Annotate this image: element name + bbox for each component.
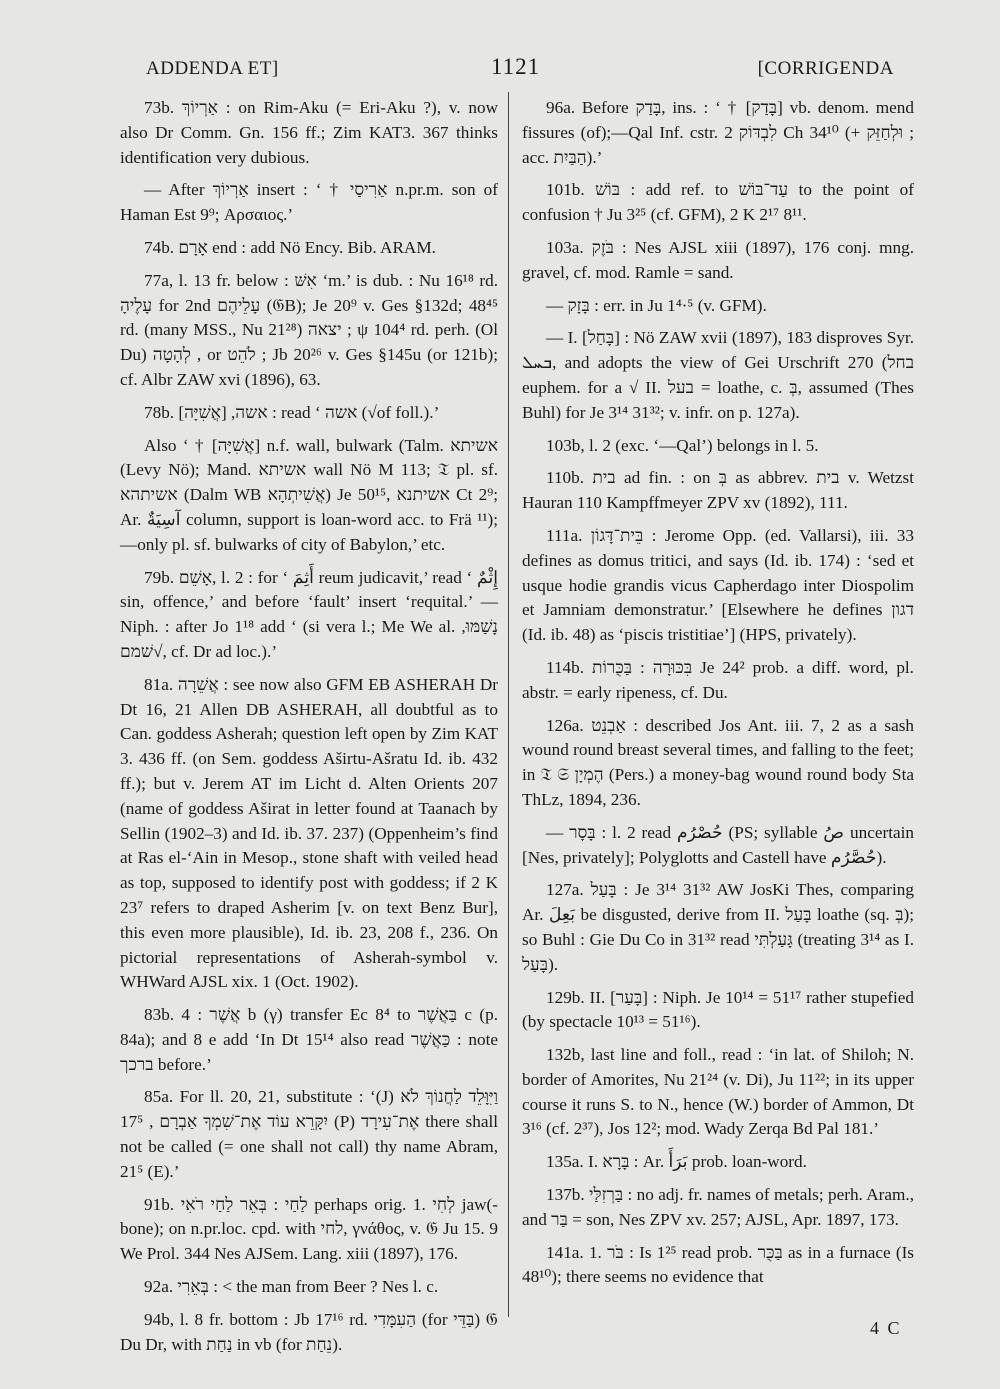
entry-103a-bazaq: — בָּזָק : err. in Ju 1⁴·⁵ (v. GFM). <box>546 295 767 315</box>
signature-mark: 4 C <box>870 1318 902 1338</box>
entry-110b: 110b. בית ad fin. : on בְּ as abbrev. בית v. Wetzst Hauran 110 Kampffmeyer ZPV xv (1892), 111. <box>522 468 914 513</box>
entry-135a: 135a. I. בָּרָא : Ar. بَرَأَ prob. loan-word. <box>546 1152 807 1172</box>
entry-126a: 126a. אַבְנֵט : described Jos Ant. iii. 7, 2 as a sash wound round breast several times, and falling to the feet; in 𝔗 𝔖 הֶמְיָן (Pers.) a money-bag wound round body Sta ThLz, 1894, 236. <box>522 715 914 809</box>
entry-141a: 141a. 1. בֹּר : Is 1²⁵ read prob. בַּכֻּר as in a furnace (Is 48¹⁰); there seems no evidence that <box>522 1242 914 1287</box>
entry-101b: 101b. בּוֹשׁ : add ref. to עַד־בּוֹשׁ to the point of confusion † Ju 3²⁵ (cf. GFM), 2 K 2¹⁷ 8¹¹. <box>522 180 914 225</box>
entry-96a: 96a. Before בָּדַק, ins. : ‘ † [בָּדַק] vb. denom. mend fissures (of);—Qal Inf. cstr. לִבְדּוֹק 2 Ch 34¹⁰ (+ וּלְחַזֵּק ; acc. הַבַּיִת).’ <box>522 98 914 167</box>
entry-78b-also: Also ‘ † [אֲשִׁיָּה] n.f. wall, bulwark (Talm. אשיתא (Levy Nö); Mand. אשיתא wall Nö M 113; 𝔗 pl. sf. אשיתהא (Dalm WB אֲשִׁיתְהָא) Je 50¹⁵, אשיתנא Ct 2⁹; Ar. آسِيَةٌ column, support is loan-word acc. to Frä ¹¹);—only pl. sf. bulwarks of city of Babylon,’ etc. <box>120 435 499 554</box>
column-divider <box>508 92 509 1317</box>
entry-129b: 129b. II. [בָּעַר] : Niph. Je 10¹⁴ = 51¹⁷ rather stupefied (by spectacle 10¹³ = 51¹⁶). <box>522 987 915 1032</box>
left-column <box>120 96 498 1365</box>
entry-83b: 83b. אֲשֶׁר : 4 b (γ) transfer Ec 8⁴ to בַּאֲשֶׁר c (p. 84a); and 8 e add ‘In Dt 15¹⁴ also read כַּאֲשֶׁר : note ברכך before.’ <box>120 1005 498 1074</box>
entry-after-arioch: — After אַרְיוֹךְ insert : ‘ † אַרִיסַי n.pr.m. son of Haman Est 9⁹; Αρσαιος.’ <box>120 180 498 225</box>
entry-73b: 73b. אַרְיוֹךְ : on Rim-Aku (= Eri-Aku ?), v. now also Dr Comm. Gn. 156 ff.; Zim KAT3. 367 thinks identification very dubious. <box>120 98 498 167</box>
entry-137b: 137b. בַּרְזִלַּי : no adj. fr. names of metals; perh. Aram., and בַּר = son, Nes ZPV xv. 257; AJSL, Apr. 1897, 173. <box>522 1185 914 1229</box>
entry-85a: 85a. For ll. 20, 21, substitute : ‘(J) וַיִּוָּלֵד לַחֲנוֹךְ לֹא יִקָּרֵא עוֹד אֶת־שִׁמְךָ אַבְרָם , 17⁵ (P) אֶת־עִירָד there shall not be called (= one shall not call) thy name Abram, 21⁵ (E).’ <box>120 1087 499 1181</box>
entry-103a: 103a. בֹּזֶק : Nes AJSL xiii (1897), 176 conj. mng. gravel, cf. mod. Ramle = sand. <box>522 237 914 282</box>
entry-78b: 78b. אשה, [אֲשִׁיָּה] : read ‘ אשה (√of foll.).’ <box>144 402 440 422</box>
running-header <box>146 54 894 92</box>
entry-111a: 111a. בֵּית־דָּגוֹן : Jerome Opp. (ed. Vallarsi), iii. 33 defines as domus tritici, and says (Id. ib. 174) : ‘sed et usque hodie grandis vicus Capherdago inter Diospolim et Jamniam demonstratur.’ [Elsewhere he defines דגון (Id. ib. 48) as ‘piscis tristitiae’] (HPS, privately). <box>522 525 914 645</box>
entry-79b: 79b. אָשֵׁם, l. 2 : for ‘ أَثِمَ reum judicavit,’ read ‘ إِثْمٌ sin, offence,’ and before ‘fault’ insert ‘requital.’ — Niph. : after Jo 1¹⁸ add ‘ (si vera l.; Me We al. נָשַׁמּוּ, √שׁמם, cf. Dr ad loc.).’ <box>120 567 499 661</box>
entry-103b: 103b, l. 2 (exc. ‘—Qal’) belongs in l. 5. <box>546 435 819 455</box>
page-number: 1121 <box>491 54 541 79</box>
entry-132b: 132b, last line and foll., read : ‘in lat. of Shiloh; N. border of Amorites, Nu 21²⁴ (v. Di), Ju 11²²; in its upper course it runs S. to N., hence (W.) border of Ammon, Dt 3¹⁶ (cf. 2³⁷), Jos 12²; mod. Wady Zerqa Bd Pal 181.’ <box>522 1045 914 1139</box>
entry-114b: 114b. בִּכּוּרָה : בַּכֻּרוֹת Je 24² prob. a diff. word, pl. abstr. = early ripeness, cf. Du. <box>522 657 914 702</box>
entry-127a: 127a. בָּעַל : Je 3¹⁴ 31³² AW JosKi Thes, comparing Ar. بَعِلَ be disgusted, derive from II. בָּעַל loathe (sq. בְּ); so Buhl : Gie Du Co in 31³² read גָּעַלְתִּי (treating 3¹⁴ as I. בָּעַל). <box>522 880 914 974</box>
entry-92a: 92a. בְּאֵרִי : < the man from Beer ? Nes l. c. <box>144 1277 439 1297</box>
header-right: [CORRIGENDA <box>757 58 894 79</box>
right-column <box>522 96 914 1298</box>
entry-126a-boser: — בָּסָר : l. 2 read حُصْرُم (PS; syllable صُ uncertain [Nes, privately]; Polyglotts and Castell have حُصَّرُم). <box>522 822 914 867</box>
entry-91b: 91b. לַחַי : בְּאֵר לַחַי רֹאִי perhaps orig. 1. לְחִי jaw(-bone); on n.pr.loc. cpd. with לחי, γνάθος, v. 𝔊 Ju 15. 9 We Prol. 344 Nes AJSem. Lang. xiii (1897), 176. <box>120 1194 498 1264</box>
entry-81a: 81a. אֲשֵׁרָה : see now also GFM EB ASHERAH Dr Dt 16, 21 Allen DB ASHERAH, all doubtful as to Can. goddess Asherah; question left open by Zim KAT 3. 436 ff. (on Sem. goddess Aširtu-Ašratu Id. ib. 432 ff.); but v. Jerem AT im Licht d. Alten Orients 207 (name of goddess Aširat in letter found at Taanach by Sellin (1902–3) and Id. ib. 37. 237) (Oppenheim’s find at Ras el-‘Ain in Mesop., stone shaft with veiled head as top, supposed to identify post with goddess; if 2 K 23⁷ refers to draped Asherim [v. on text Benz Bur], this even more plausible), Id. ib. 23, 208 f., 236. On pictorial representations of Asherah-symbol v. WHWard AJSL xix. 1 (Oct. 1902). <box>120 674 498 992</box>
entry-77a: 77a, l. 13 fr. below : אִשּׁ ‘m.’ is dub. : Nu 16¹⁸ rd. עָלֶיהָ for 2nd עָלֵיהֶם (𝔊B); Je 20⁹ v. Ges §132d; 48⁴⁵ rd. (many MSS., Nu 21²⁸) יצאה ; ψ 104⁴ rd. perh. (Ol Du) לְהָטָה , or לֹהֵט ; Jb 20²⁶ v. Ges §145u (or 121b); cf. Albr ZAW xvi (1896), 63. <box>120 270 498 389</box>
entry-74b: 74b. אָרָם end : add Nö Ency. Bib. ARAM. <box>144 237 436 257</box>
entry-94b: 94b, l. 8 fr. bottom : Jb 17¹⁶ rd. הַעִמָּדִי (for בַּדֵּי) 𝔊 Du Dr, with נַחַת in vb (for נֵחַת). <box>120 1309 499 1354</box>
entry-103a-bahal: — I. [בָּחַל] : Nö ZAW xvii (1897), 183 disproves Syr. ܒܚܠ, and adopts the view of Gei Urschrift 270 (בחל euphem. for a √ II. בעל = loathe, c. בְּ, assumed (Thes Buhl) for Je 3¹⁴ 31³²; v. infr. on p. 127a). <box>522 328 914 422</box>
header-left: ADDENDA ET] <box>146 58 279 79</box>
